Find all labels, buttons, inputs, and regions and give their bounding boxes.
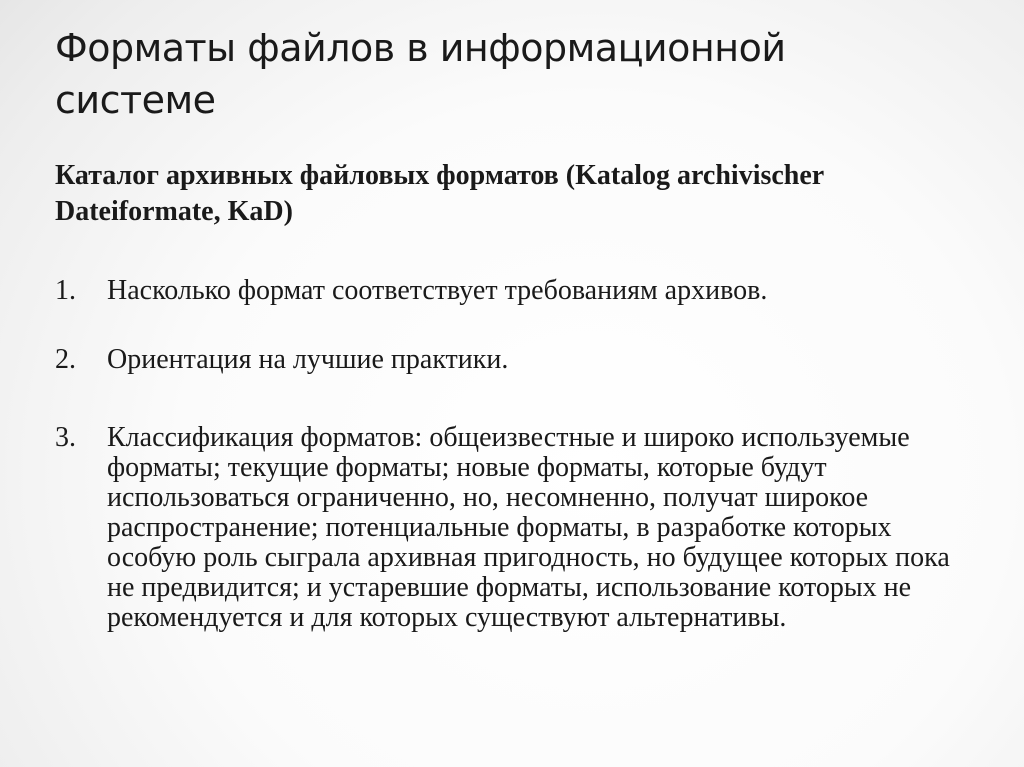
list-item-3 xyxy=(55,423,975,633)
list-item-number: 3. xyxy=(55,422,76,453)
list-item-number: 2. xyxy=(55,344,76,375)
list-item-2 xyxy=(55,345,975,375)
slide-title: Форматы файлов в информационной системе xyxy=(55,26,786,122)
list-item-text: Ориентация на лучшие практики. xyxy=(107,344,509,375)
list-item-text: Насколько формат соответствует требованиям архивов. xyxy=(107,275,768,306)
list-item-1 xyxy=(55,276,975,306)
slide-subtitle: Каталог архивных файловых форматов (Katalog archivischer Dateiformate, KaD) xyxy=(55,160,824,227)
list-item-number: 1. xyxy=(55,275,76,306)
list-item-text: Классификация форматов: общеизвестные и широко используемые форматы; текущие форматы; новые форматы, которые будут использоваться ограниченно, но, несомненно, получат широкое распространение; потенциальные форматы, в разработке которых особую роль сыграла архивная пригодность, но будущее которых пока не предвидится; и устаревшие форматы, использование которых не рекомендуется и для которых существуют альтернативы. xyxy=(107,422,950,633)
